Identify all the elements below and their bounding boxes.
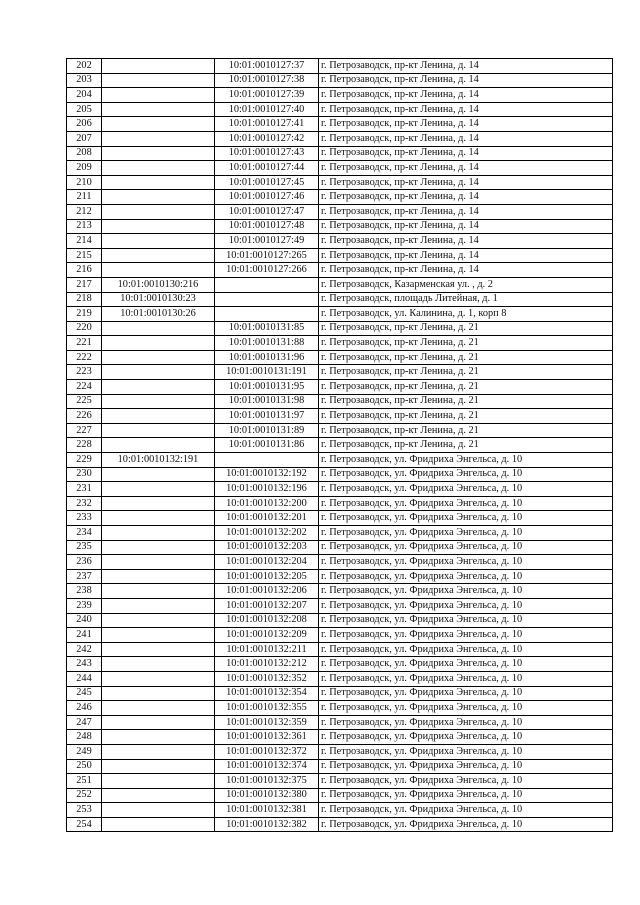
cadastral-number-a-cell bbox=[102, 482, 215, 497]
table-row bbox=[67, 598, 613, 613]
address-cell: г. Петрозаводск, ул. Фридриха Энгельса, д. 10 bbox=[319, 555, 613, 570]
cadastral-number-a-cell bbox=[102, 59, 215, 74]
cadastral-number-a-cell bbox=[102, 715, 215, 730]
table-row bbox=[67, 350, 613, 365]
address-cell: г. Петрозаводск, пр-кт Ленина, д. 14 bbox=[319, 263, 613, 278]
row-number-cell: 231 bbox=[67, 482, 102, 497]
table-row bbox=[67, 307, 613, 322]
cadastral-number-b-cell: 10:01:0010127:37 bbox=[215, 59, 319, 74]
address-cell: г. Петрозаводск, пр-кт Ленина, д. 21 bbox=[319, 365, 613, 380]
address-cell: г. Петрозаводск, ул. Фридриха Энгельса, д. 10 bbox=[319, 482, 613, 497]
table-row bbox=[67, 88, 613, 103]
cadastral-number-b-cell: 10:01:0010132:204 bbox=[215, 555, 319, 570]
row-number-cell: 215 bbox=[67, 248, 102, 263]
cadastral-number-a-cell bbox=[102, 423, 215, 438]
row-number-cell: 251 bbox=[67, 774, 102, 789]
row-number-cell: 245 bbox=[67, 686, 102, 701]
address-cell: г. Петрозаводск, пр-кт Ленина, д. 14 bbox=[319, 73, 613, 88]
cadastral-number-a-cell bbox=[102, 584, 215, 599]
row-number-cell: 235 bbox=[67, 540, 102, 555]
cadastral-number-a-cell bbox=[102, 628, 215, 643]
address-cell: г. Петрозаводск, ул. Фридриха Энгельса, д. 10 bbox=[319, 598, 613, 613]
cadastral-number-b-cell: 10:01:0010127:42 bbox=[215, 131, 319, 146]
address-cell: г. Петрозаводск, ул. Фридриха Энгельса, д. 10 bbox=[319, 540, 613, 555]
row-number-cell: 204 bbox=[67, 88, 102, 103]
cadastral-number-b-cell: 10:01:0010132:209 bbox=[215, 628, 319, 643]
cadastral-number-b-cell: 10:01:0010127:43 bbox=[215, 146, 319, 161]
row-number-cell: 207 bbox=[67, 131, 102, 146]
address-cell: г. Петрозаводск, ул. Фридриха Энгельса, д. 10 bbox=[319, 701, 613, 716]
row-number-cell: 202 bbox=[67, 59, 102, 74]
cadastral-number-b-cell: 10:01:0010131:85 bbox=[215, 321, 319, 336]
address-cell: г. Петрозаводск, ул. Фридриха Энгельса, д. 10 bbox=[319, 715, 613, 730]
cadastral-number-b-cell: 10:01:0010132:381 bbox=[215, 803, 319, 818]
table-row bbox=[67, 146, 613, 161]
row-number-cell: 247 bbox=[67, 715, 102, 730]
cadastral-number-b-cell: 10:01:0010132:196 bbox=[215, 482, 319, 497]
row-number-cell: 242 bbox=[67, 642, 102, 657]
cadastral-number-b-cell bbox=[215, 307, 319, 322]
address-cell: г. Петрозаводск, пр-кт Ленина, д. 21 bbox=[319, 409, 613, 424]
row-number-cell: 227 bbox=[67, 423, 102, 438]
row-number-cell: 229 bbox=[67, 453, 102, 468]
address-cell: г. Петрозаводск, пр-кт Ленина, д. 14 bbox=[319, 117, 613, 132]
cadastral-number-b-cell: 10:01:0010132:201 bbox=[215, 511, 319, 526]
cadastral-number-a-cell bbox=[102, 219, 215, 234]
table-row bbox=[67, 175, 613, 190]
table-row bbox=[67, 263, 613, 278]
table-row bbox=[67, 204, 613, 219]
table-row bbox=[67, 467, 613, 482]
row-number-cell: 211 bbox=[67, 190, 102, 205]
cadastral-number-b-cell: 10:01:0010131:95 bbox=[215, 380, 319, 395]
cadastral-number-a-cell bbox=[102, 555, 215, 570]
cadastral-number-a-cell bbox=[102, 204, 215, 219]
address-cell: г. Петрозаводск, ул. Фридриха Энгельса, д. 10 bbox=[319, 774, 613, 789]
table-row bbox=[67, 131, 613, 146]
cadastral-number-a-cell bbox=[102, 774, 215, 789]
cadastral-number-a-cell bbox=[102, 730, 215, 745]
address-cell: г. Петрозаводск, ул. Фридриха Энгельса, д. 10 bbox=[319, 569, 613, 584]
cadastral-number-b-cell: 10:01:0010132:200 bbox=[215, 496, 319, 511]
cadastral-number-a-cell bbox=[102, 380, 215, 395]
cadastral-number-a-cell bbox=[102, 73, 215, 88]
cadastral-number-a-cell bbox=[102, 438, 215, 453]
table-row bbox=[67, 730, 613, 745]
cadastral-number-a-cell bbox=[102, 146, 215, 161]
cadastral-number-a-cell bbox=[102, 803, 215, 818]
table-row bbox=[67, 540, 613, 555]
address-cell: г. Петрозаводск, пр-кт Ленина, д. 14 bbox=[319, 248, 613, 263]
row-number-cell: 225 bbox=[67, 394, 102, 409]
row-number-cell: 243 bbox=[67, 657, 102, 672]
cadastral-number-a-cell bbox=[102, 102, 215, 117]
address-cell: г. Петрозаводск, пр-кт Ленина, д. 21 bbox=[319, 321, 613, 336]
row-number-cell: 239 bbox=[67, 598, 102, 613]
address-cell: г. Петрозаводск, пр-кт Ленина, д. 14 bbox=[319, 204, 613, 219]
address-cell: г. Петрозаводск, пр-кт Ленина, д. 14 bbox=[319, 234, 613, 249]
row-number-cell: 221 bbox=[67, 336, 102, 351]
row-number-cell: 246 bbox=[67, 701, 102, 716]
cadastral-number-b-cell: 10:01:0010127:39 bbox=[215, 88, 319, 103]
address-cell: г. Петрозаводск, ул. Фридриха Энгельса, д. 10 bbox=[319, 526, 613, 541]
address-cell: г. Петрозаводск, пр-кт Ленина, д. 14 bbox=[319, 190, 613, 205]
row-number-cell: 237 bbox=[67, 569, 102, 584]
cadastral-number-b-cell: 10:01:0010131:96 bbox=[215, 350, 319, 365]
table-row bbox=[67, 365, 613, 380]
table-row bbox=[67, 671, 613, 686]
cadastral-number-b-cell: 10:01:0010131:88 bbox=[215, 336, 319, 351]
row-number-cell: 219 bbox=[67, 307, 102, 322]
row-number-cell: 240 bbox=[67, 613, 102, 628]
address-cell: г. Петрозаводск, ул. Фридриха Энгельса, д. 10 bbox=[319, 671, 613, 686]
row-number-cell: 224 bbox=[67, 380, 102, 395]
address-cell: г. Петрозаводск, пр-кт Ленина, д. 14 bbox=[319, 59, 613, 74]
table-row bbox=[67, 803, 613, 818]
table-row bbox=[67, 686, 613, 701]
cadastral-number-a-cell bbox=[102, 540, 215, 555]
row-number-cell: 210 bbox=[67, 175, 102, 190]
table-row bbox=[67, 102, 613, 117]
cadastral-number-a-cell bbox=[102, 526, 215, 541]
cadastral-number-a-cell bbox=[102, 131, 215, 146]
row-number-cell: 214 bbox=[67, 234, 102, 249]
row-number-cell: 253 bbox=[67, 803, 102, 818]
cadastral-number-a-cell bbox=[102, 598, 215, 613]
table-row bbox=[67, 117, 613, 132]
row-number-cell: 252 bbox=[67, 788, 102, 803]
cadastral-number-a-cell bbox=[102, 161, 215, 176]
address-cell: г. Петрозаводск, Казарменская ул. , д. 2 bbox=[319, 277, 613, 292]
cadastral-number-b-cell: 10:01:0010131:98 bbox=[215, 394, 319, 409]
table-row bbox=[67, 336, 613, 351]
cadastral-number-a-cell bbox=[102, 686, 215, 701]
cadastral-number-b-cell: 10:01:0010132:352 bbox=[215, 671, 319, 686]
cadastral-number-a-cell bbox=[102, 569, 215, 584]
address-cell: г. Петрозаводск, пр-кт Ленина, д. 14 bbox=[319, 131, 613, 146]
table-row bbox=[67, 321, 613, 336]
row-number-cell: 244 bbox=[67, 671, 102, 686]
table-row bbox=[67, 642, 613, 657]
cadastral-number-b-cell: 10:01:0010131:86 bbox=[215, 438, 319, 453]
address-cell: г. Петрозаводск, ул. Фридриха Энгельса, д. 10 bbox=[319, 613, 613, 628]
table-row bbox=[67, 788, 613, 803]
cadastral-number-b-cell: 10:01:0010132:361 bbox=[215, 730, 319, 745]
cadastral-number-b-cell: 10:01:0010132:203 bbox=[215, 540, 319, 555]
table-row bbox=[67, 380, 613, 395]
cadastral-number-b-cell: 10:01:0010127:45 bbox=[215, 175, 319, 190]
table-row bbox=[67, 438, 613, 453]
row-number-cell: 241 bbox=[67, 628, 102, 643]
address-cell: г. Петрозаводск, ул. Фридриха Энгельса, д. 10 bbox=[319, 803, 613, 818]
row-number-cell: 254 bbox=[67, 817, 102, 832]
table-row bbox=[67, 774, 613, 789]
cadastral-number-b-cell bbox=[215, 277, 319, 292]
cadastral-number-a-cell bbox=[102, 511, 215, 526]
row-number-cell: 248 bbox=[67, 730, 102, 745]
address-cell: г. Петрозаводск, площадь Литейная, д. 1 bbox=[319, 292, 613, 307]
cadastral-number-b-cell: 10:01:0010132:211 bbox=[215, 642, 319, 657]
row-number-cell: 230 bbox=[67, 467, 102, 482]
table-row bbox=[67, 423, 613, 438]
cadastral-number-a-cell bbox=[102, 744, 215, 759]
table-row bbox=[67, 409, 613, 424]
address-cell: г. Петрозаводск, ул. Фридриха Энгельса, д. 10 bbox=[319, 453, 613, 468]
cadastral-number-b-cell: 10:01:0010127:265 bbox=[215, 248, 319, 263]
row-number-cell: 223 bbox=[67, 365, 102, 380]
row-number-cell: 234 bbox=[67, 526, 102, 541]
cadastral-number-b-cell: 10:01:0010132:382 bbox=[215, 817, 319, 832]
address-cell: г. Петрозаводск, ул. Фридриха Энгельса, д. 10 bbox=[319, 628, 613, 643]
cadastral-number-b-cell: 10:01:0010127:40 bbox=[215, 102, 319, 117]
cadastral-number-b-cell: 10:01:0010132:354 bbox=[215, 686, 319, 701]
address-cell: г. Петрозаводск, пр-кт Ленина, д. 21 bbox=[319, 423, 613, 438]
table-row bbox=[67, 584, 613, 599]
row-number-cell: 213 bbox=[67, 219, 102, 234]
cadastral-number-a-cell bbox=[102, 613, 215, 628]
address-cell: г. Петрозаводск, пр-кт Ленина, д. 14 bbox=[319, 88, 613, 103]
cadastral-number-a-cell bbox=[102, 409, 215, 424]
cadastral-number-b-cell: 10:01:0010132:374 bbox=[215, 759, 319, 774]
address-cell: г. Петрозаводск, ул. Фридриха Энгельса, д. 10 bbox=[319, 584, 613, 599]
row-number-cell: 233 bbox=[67, 511, 102, 526]
cadastral-number-a-cell bbox=[102, 671, 215, 686]
row-number-cell: 250 bbox=[67, 759, 102, 774]
cadastral-number-b-cell: 10:01:0010132:355 bbox=[215, 701, 319, 716]
table-row bbox=[67, 482, 613, 497]
row-number-cell: 218 bbox=[67, 292, 102, 307]
table-row bbox=[67, 526, 613, 541]
address-cell: г. Петрозаводск, пр-кт Ленина, д. 21 bbox=[319, 438, 613, 453]
cadastral-number-b-cell: 10:01:0010127:47 bbox=[215, 204, 319, 219]
cadastral-number-b-cell: 10:01:0010132:212 bbox=[215, 657, 319, 672]
address-cell: г. Петрозаводск, ул. Фридриха Энгельса, д. 10 bbox=[319, 788, 613, 803]
address-cell: г. Петрозаводск, пр-кт Ленина, д. 14 bbox=[319, 102, 613, 117]
address-cell: г. Петрозаводск, пр-кт Ленина, д. 21 bbox=[319, 394, 613, 409]
address-cell: г. Петрозаводск, ул. Фридриха Энгельса, д. 10 bbox=[319, 657, 613, 672]
row-number-cell: 216 bbox=[67, 263, 102, 278]
table-row bbox=[67, 701, 613, 716]
cadastral-number-b-cell: 10:01:0010132:206 bbox=[215, 584, 319, 599]
cadastral-number-a-cell bbox=[102, 642, 215, 657]
table-row bbox=[67, 234, 613, 249]
document-page bbox=[66, 58, 613, 832]
address-cell: г. Петрозаводск, пр-кт Ленина, д. 21 bbox=[319, 350, 613, 365]
table-row bbox=[67, 161, 613, 176]
cadastral-number-a-cell bbox=[102, 248, 215, 263]
row-number-cell: 206 bbox=[67, 117, 102, 132]
table-row bbox=[67, 817, 613, 832]
cadastral-number-a-cell bbox=[102, 657, 215, 672]
cadastral-number-b-cell: 10:01:0010131:89 bbox=[215, 423, 319, 438]
address-cell: г. Петрозаводск, ул. Фридриха Энгельса, д. 10 bbox=[319, 759, 613, 774]
cadastral-number-a-cell bbox=[102, 117, 215, 132]
table-row bbox=[67, 613, 613, 628]
cadastral-number-b-cell: 10:01:0010127:41 bbox=[215, 117, 319, 132]
row-number-cell: 226 bbox=[67, 409, 102, 424]
row-number-cell: 238 bbox=[67, 584, 102, 599]
cadastral-number-b-cell: 10:01:0010132:375 bbox=[215, 774, 319, 789]
table-row bbox=[67, 394, 613, 409]
cadastral-number-b-cell: 10:01:0010127:48 bbox=[215, 219, 319, 234]
row-number-cell: 205 bbox=[67, 102, 102, 117]
row-number-cell: 217 bbox=[67, 277, 102, 292]
cadastral-number-a-cell: 10:01:0010130:26 bbox=[102, 307, 215, 322]
cadastral-number-a-cell bbox=[102, 394, 215, 409]
address-cell: г. Петрозаводск, ул. Фридриха Энгельса, д. 10 bbox=[319, 496, 613, 511]
row-number-cell: 209 bbox=[67, 161, 102, 176]
table-row bbox=[67, 759, 613, 774]
cadastral-number-b-cell: 10:01:0010132:205 bbox=[215, 569, 319, 584]
cadastral-number-a-cell bbox=[102, 88, 215, 103]
address-cell: г. Петрозаводск, ул. Фридриха Энгельса, д. 10 bbox=[319, 686, 613, 701]
cadastral-number-a-cell bbox=[102, 321, 215, 336]
cadastral-number-a-cell bbox=[102, 234, 215, 249]
address-cell: г. Петрозаводск, ул. Фридриха Энгельса, д. 10 bbox=[319, 511, 613, 526]
cadastral-number-b-cell: 10:01:0010131:191 bbox=[215, 365, 319, 380]
address-cell: г. Петрозаводск, пр-кт Ленина, д. 21 bbox=[319, 336, 613, 351]
address-cell: г. Петрозаводск, пр-кт Ленина, д. 14 bbox=[319, 219, 613, 234]
cadastral-number-b-cell: 10:01:0010132:359 bbox=[215, 715, 319, 730]
cadastral-number-b-cell: 10:01:0010127:46 bbox=[215, 190, 319, 205]
cadastral-number-a-cell bbox=[102, 336, 215, 351]
address-cell: г. Петрозаводск, ул. Фридриха Энгельса, д. 10 bbox=[319, 642, 613, 657]
address-cell: г. Петрозаводск, пр-кт Ленина, д. 14 bbox=[319, 146, 613, 161]
table-row bbox=[67, 190, 613, 205]
cadastral-number-a-cell: 10:01:0010130:23 bbox=[102, 292, 215, 307]
table-row bbox=[67, 277, 613, 292]
cadastral-number-b-cell: 10:01:0010127:44 bbox=[215, 161, 319, 176]
cadastral-number-a-cell bbox=[102, 817, 215, 832]
table-row bbox=[67, 73, 613, 88]
cadastral-number-b-cell bbox=[215, 292, 319, 307]
cadastral-number-a-cell bbox=[102, 496, 215, 511]
table-row bbox=[67, 628, 613, 643]
table-row bbox=[67, 292, 613, 307]
address-cell: г. Петрозаводск, ул. Фридриха Энгельса, д. 10 bbox=[319, 467, 613, 482]
cadastral-number-a-cell bbox=[102, 759, 215, 774]
cadastral-number-b-cell: 10:01:0010132:192 bbox=[215, 467, 319, 482]
table-row bbox=[67, 453, 613, 468]
row-number-cell: 203 bbox=[67, 73, 102, 88]
table-row bbox=[67, 511, 613, 526]
table-row bbox=[67, 219, 613, 234]
table-row bbox=[67, 555, 613, 570]
cadastral-number-b-cell bbox=[215, 453, 319, 468]
address-cell: г. Петрозаводск, ул. Фридриха Энгельса, д. 10 bbox=[319, 730, 613, 745]
cadastral-number-b-cell: 10:01:0010132:207 bbox=[215, 598, 319, 613]
cadastral-number-b-cell: 10:01:0010131:97 bbox=[215, 409, 319, 424]
cadastral-number-b-cell: 10:01:0010132:202 bbox=[215, 526, 319, 541]
cadastral-register-table bbox=[66, 58, 613, 832]
address-cell: г. Петрозаводск, ул. Фридриха Энгельса, д. 10 bbox=[319, 817, 613, 832]
table-row bbox=[67, 496, 613, 511]
cadastral-number-a-cell: 10:01:0010130:216 bbox=[102, 277, 215, 292]
address-cell: г. Петрозаводск, ул. Калинина, д. 1, корп 8 bbox=[319, 307, 613, 322]
row-number-cell: 220 bbox=[67, 321, 102, 336]
cadastral-number-b-cell: 10:01:0010127:49 bbox=[215, 234, 319, 249]
table-row bbox=[67, 569, 613, 584]
row-number-cell: 232 bbox=[67, 496, 102, 511]
address-cell: г. Петрозаводск, пр-кт Ленина, д. 14 bbox=[319, 161, 613, 176]
cadastral-number-a-cell: 10:01:0010132:191 bbox=[102, 453, 215, 468]
table-row bbox=[67, 744, 613, 759]
row-number-cell: 208 bbox=[67, 146, 102, 161]
table-row bbox=[67, 657, 613, 672]
row-number-cell: 222 bbox=[67, 350, 102, 365]
address-cell: г. Петрозаводск, пр-кт Ленина, д. 14 bbox=[319, 175, 613, 190]
row-number-cell: 236 bbox=[67, 555, 102, 570]
cadastral-number-b-cell: 10:01:0010132:380 bbox=[215, 788, 319, 803]
table-row bbox=[67, 59, 613, 74]
cadastral-number-a-cell bbox=[102, 190, 215, 205]
cadastral-number-a-cell bbox=[102, 263, 215, 278]
table-row bbox=[67, 248, 613, 263]
cadastral-number-b-cell: 10:01:0010132:208 bbox=[215, 613, 319, 628]
address-cell: г. Петрозаводск, пр-кт Ленина, д. 21 bbox=[319, 380, 613, 395]
cadastral-number-a-cell bbox=[102, 350, 215, 365]
register-table-body bbox=[67, 59, 613, 832]
cadastral-number-a-cell bbox=[102, 175, 215, 190]
cadastral-number-b-cell: 10:01:0010127:38 bbox=[215, 73, 319, 88]
row-number-cell: 212 bbox=[67, 204, 102, 219]
cadastral-number-b-cell: 10:01:0010132:372 bbox=[215, 744, 319, 759]
cadastral-number-a-cell bbox=[102, 701, 215, 716]
cadastral-number-a-cell bbox=[102, 788, 215, 803]
cadastral-number-a-cell bbox=[102, 365, 215, 380]
cadastral-number-b-cell: 10:01:0010127:266 bbox=[215, 263, 319, 278]
table-row bbox=[67, 715, 613, 730]
row-number-cell: 228 bbox=[67, 438, 102, 453]
address-cell: г. Петрозаводск, ул. Фридриха Энгельса, д. 10 bbox=[319, 744, 613, 759]
row-number-cell: 249 bbox=[67, 744, 102, 759]
cadastral-number-a-cell bbox=[102, 467, 215, 482]
